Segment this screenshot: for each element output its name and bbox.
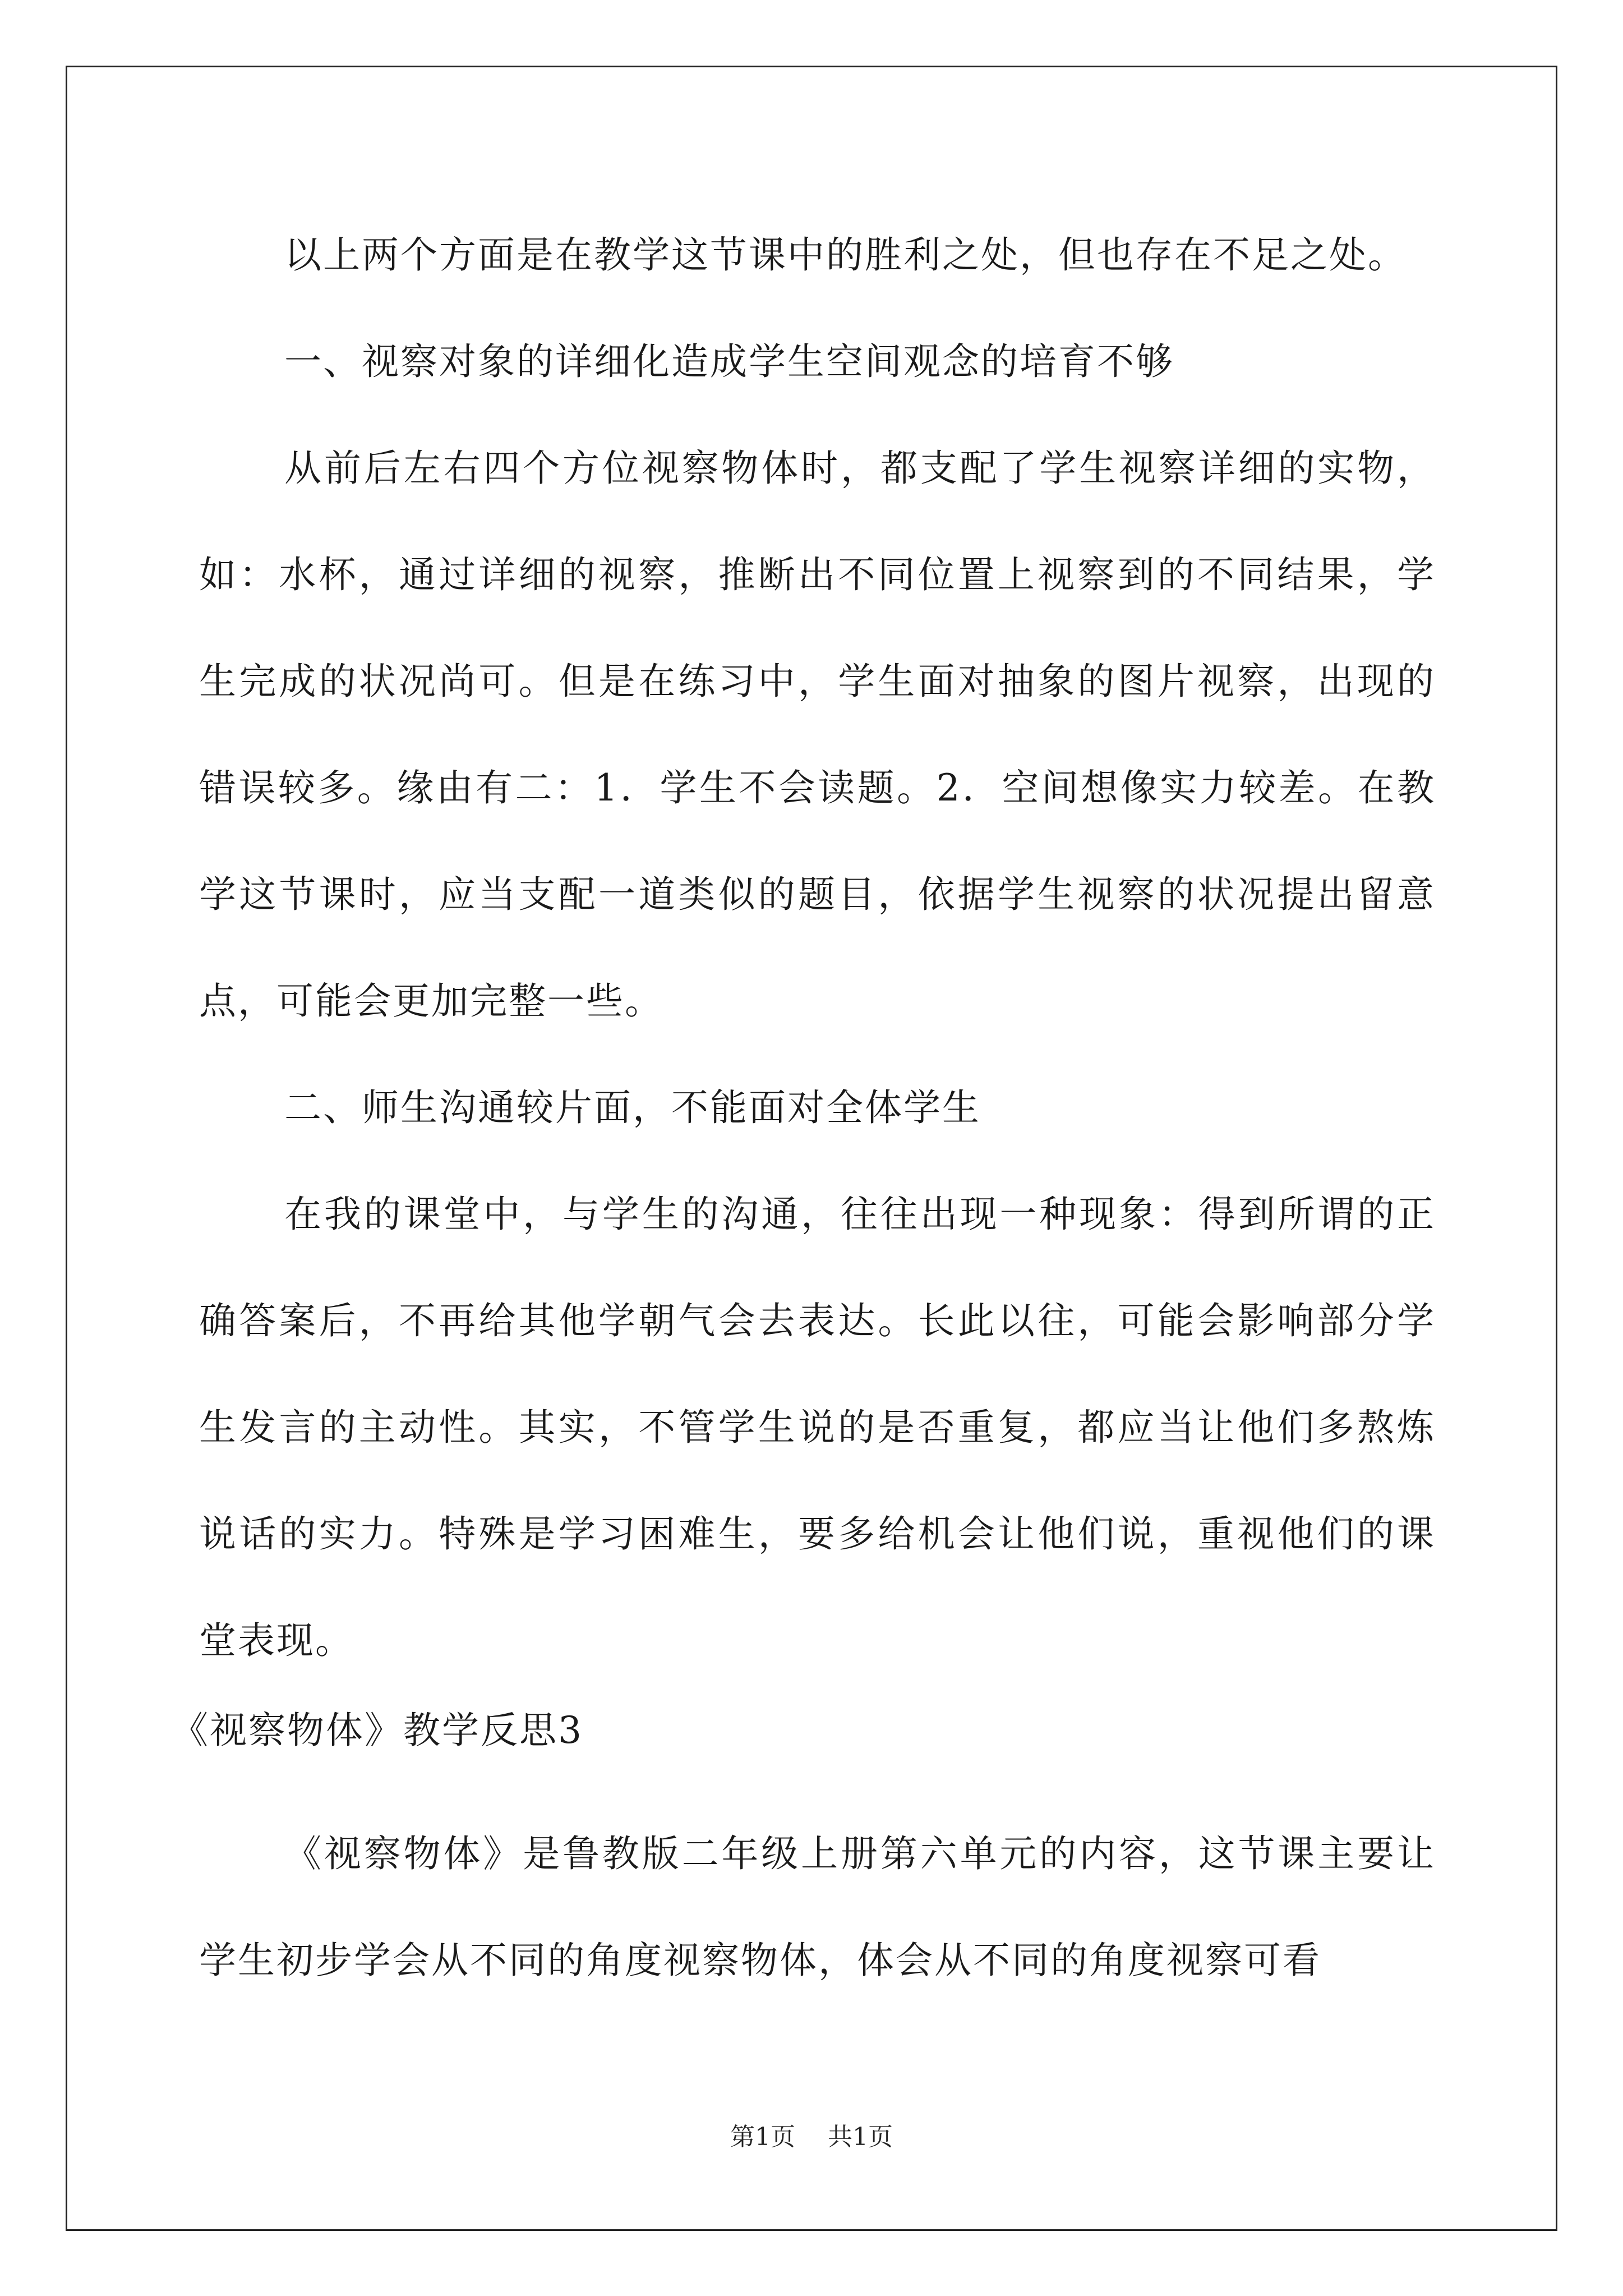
heading-point-2: 二、师生沟通较片面，不能面对全体学生 (284, 1086, 981, 1129)
paragraph-1: 以上两个方面是在教学这节课中的胜利之处，但也存在不足之处。 (284, 233, 1407, 277)
section-title: 《视察物体》教学反思3 (171, 1709, 583, 1752)
paragraph-2: 从前后左右四个方位视察物体时，都支配了学生视察详细的实物，如：水杯，通过详细的视察，推断出不同位置上视察到的不同结果，学生完成的状况尚可。但是在练习中，学生面对抽象的图片视察，出现的错误较多。缘由有二：1．学生不会读题。2．空间想像实力较差。在教学这节课时，应当支配一道类似的题目，依据学生视察的状况提出留意点，可能会更加完整一些。 (199, 447, 1436, 1023)
page-footer (0, 2120, 1623, 2154)
document-body (199, 202, 1436, 1694)
section-paragraph-1: 《视察物体》是鲁教版二年级上册第六单元的内容，这节课主要让学生初步学会从不同的角度视察物体，体会从不同的角度视察可看 (199, 1832, 1436, 1982)
page-number: 第1页 (730, 2123, 795, 2151)
section-body (199, 1801, 1436, 2014)
heading-point-1: 一、视察对象的详细化造成学生空间观念的培育不够 (284, 340, 1174, 383)
paragraph-3: 在我的课堂中，与学生的沟通，往往出现一种现象：得到所谓的正确答案后，不再给其他学朝气会去表达。长此以往，可能会影响部分学生发言的主动性。其实，不管学生说的是否重复，都应当让他们多熬炼说话的实力。特殊是学习困难生，要多给机会让他们说，重视他们的课堂表现。 (199, 1193, 1436, 1662)
page-total: 共1页 (828, 2123, 893, 2151)
